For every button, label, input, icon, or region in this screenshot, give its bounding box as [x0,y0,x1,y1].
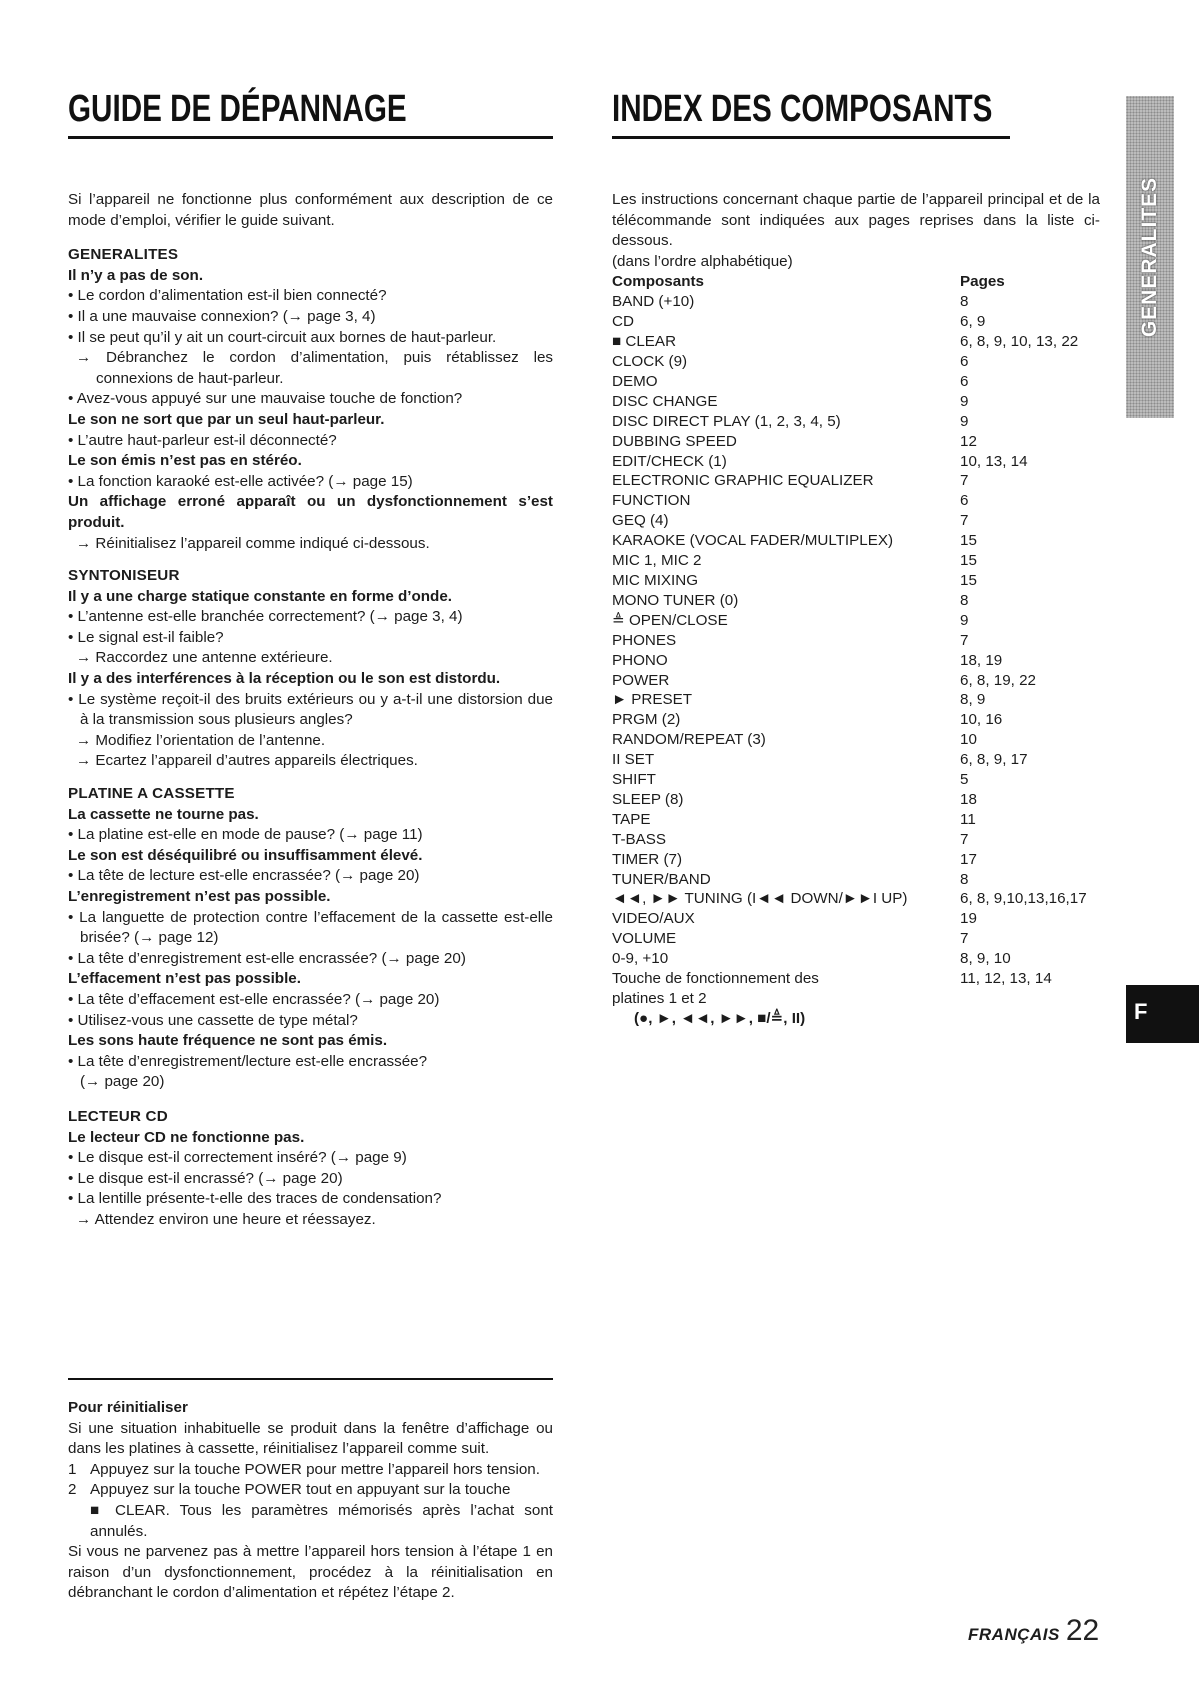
component-pages: 9 [960,611,969,629]
component-pages: 15 [960,532,977,550]
component-name: TAPE [612,810,651,828]
section-heading-cassette: PLATINE A CASSETTE [68,785,235,803]
component-pages: 15 [960,552,977,570]
component-name: CD [612,313,634,331]
table-row [612,372,1100,392]
table-row [612,591,1100,611]
section-heading-cd: LECTEUR CD [68,1107,168,1125]
reset-step [68,1480,553,1501]
component-pages: 8 [960,591,969,609]
check-item: • L’autre haut-parleur est-il déconnecté? [68,431,337,449]
component-pages: 7 [960,512,969,530]
component-name: DISC CHANGE [612,392,718,410]
table-row [612,651,1100,671]
table-row [612,870,1100,890]
table-row [612,571,1100,591]
component-name: DISC DIRECT PLAY (1, 2, 3, 4, 5) [612,412,841,430]
component-pages: 15 [960,571,977,589]
check-item: • Le disque est-il encrassé? (→ page 20) [68,1169,343,1187]
table-row [612,352,1100,372]
troubleshooting-title: GUIDE DE DÉPANNAGE [68,88,407,130]
table-row [612,511,1100,531]
section-heading-generalites: GENERALITES [68,246,179,264]
table-row [612,531,1100,551]
step-number: 2 [68,1481,77,1499]
component-pages: 6, 8, 9, 17 [960,751,1028,769]
check-item-continued: (→ page 20) [80,1073,165,1091]
symptom: Le son émis n’est pas en stéréo. [68,452,302,470]
component-name: II SET [612,751,655,769]
component-pages: 9 [960,392,969,410]
table-row [612,730,1100,750]
table-row [612,770,1100,790]
section-tab-label: GENERALITES [1138,176,1161,338]
language-tab-label: F [1134,999,1148,1024]
check-item: • La tête d’enregistrement/lecture est-elle encrassée? [68,1052,428,1070]
component-name: MONO TUNER (0) [612,591,739,609]
check-item: • Le disque est-il correctement inséré? (→ page 9) [68,1149,407,1167]
title-rule [68,136,553,139]
symptom: La cassette ne tourne pas. [68,805,259,823]
step-text: Appuyez sur la touche POWER tout en appuyant sur la touche [90,1481,511,1499]
table-header-row [612,272,1100,292]
table-row [612,491,1100,511]
component-pages: 5 [960,771,969,789]
component-name: KARAOKE (VOCAL FADER/MULTIPLEX) [612,532,894,550]
check-item: • Le système reçoit-il des bruits extérieurs ou y a-t-il une distorsion due à la transmission sous plusieurs angles? [68,690,553,729]
component-name: VOLUME [612,930,677,948]
component-name: DEMO [612,372,658,390]
component-name: RANDOM/REPEAT (3) [612,731,766,749]
table-row [612,889,1100,909]
component-pages: 10, 16 [960,711,1003,729]
component-name: DUBBING SPEED [612,432,737,450]
component-pages: 7 [960,830,969,848]
component-pages: 8, 9, 10 [960,950,1011,968]
component-name: BAND (+10) [612,293,695,311]
step-number: 1 [68,1460,77,1478]
component-pages: 18, 19 [960,651,1003,669]
component-name: MIC MIXING [612,571,699,589]
symptom: Un affichage erroné apparaît ou un dysfonctionnement s’est produit. [68,493,553,531]
component-pages: 7 [960,631,969,649]
component-pages: 18 [960,790,977,808]
remedy-item: → Attendez environ une heure et réessayez. [76,1210,376,1228]
component-pages: 6, 9 [960,313,986,331]
component-name: ■ CLEAR [612,333,677,351]
component-name: ELECTRONIC GRAPHIC EQUALIZER [612,472,874,490]
symptom: Le lecteur CD ne fonctionne pas. [68,1128,305,1146]
step-text: Appuyez sur la touche POWER pour mettre l’appareil hors tension. [90,1460,540,1478]
component-pages: 6 [960,353,969,370]
reset-divider [68,1378,553,1380]
component-name: POWER [612,671,670,689]
component-pages: 6 [960,492,969,510]
component-name: GEQ (4) [612,512,669,530]
table-row [612,949,1100,969]
component-pages: 17 [960,850,977,868]
component-pages: 7 [960,472,969,490]
section-tab-generalites [1126,96,1174,418]
table-row [612,810,1100,830]
table-row [612,790,1100,810]
table-row [612,909,1100,929]
table-row [612,830,1100,850]
deck-symbols: (●, ►, ◄◄, ►►, ■/≜, II) [634,1009,806,1027]
component-index-body [612,190,1100,1030]
component-name: ◄◄, ►► TUNING (I◄◄ DOWN/►►I UP) [612,890,908,908]
symptom: Il y a une charge statique constante en forme d’onde. [68,587,452,605]
check-item: • La fonction karaoké est-elle activée? (→ page 15) [68,472,413,490]
table-row [612,690,1100,710]
reset-step-continued: ■ CLEAR. Tous les paramètres mémorisés après l’achat sont annulés. [90,1501,553,1540]
table-row [612,452,1100,472]
table-row [612,989,1100,1009]
component-pages: 8 [960,293,969,311]
component-pages: 10, 13, 14 [960,452,1028,470]
table-row [612,631,1100,651]
component-name: VIDEO/AUX [612,910,695,928]
component-name: TIMER (7) [612,850,683,868]
table-row [612,412,1100,432]
symptom: Les sons haute fréquence ne sont pas émis. [68,1032,388,1050]
check-item: • La platine est-elle en mode de pause? (→ page 11) [68,826,423,844]
column-header-components: Composants [612,273,704,291]
component-name: CLOCK (9) [612,353,688,370]
check-item: • La languette de protection contre l’effacement de la cassette est-elle brisée? (→ page 12) [68,908,553,947]
component-name: PHONES [612,631,677,649]
component-name: MIC 1, MIC 2 [612,552,702,570]
component-name: PHONO [612,651,668,669]
table-row [612,332,1100,352]
component-name: 0-9, +10 [612,950,669,968]
symptom: L’enregistrement n’est pas possible. [68,888,331,905]
table-row [612,312,1100,332]
check-item: • La tête d’enregistrement est-elle encrassée? (→ page 20) [68,949,466,967]
component-name: platines 1 et 2 [612,990,707,1007]
component-name: SHIFT [612,771,656,789]
component-name: SLEEP (8) [612,790,684,808]
component-name: FUNCTION [612,492,691,510]
troubleshooting-body [68,190,553,1231]
component-pages: 7 [960,930,969,948]
remedy-item: → Réinitialisez l’appareil comme indiqué ci-dessous. [76,534,430,552]
remedy-item: → Ecartez l’appareil d’autres appareils électriques. [76,752,418,770]
component-pages [960,989,1100,1009]
component-pages: 8 [960,870,969,888]
check-item: • L’antenne est-elle branchée correctement? (→ page 3, 4) [68,608,463,626]
table-row [612,392,1100,412]
reset-section [68,1398,553,1604]
table-row [612,969,1100,989]
remedy-item: → Raccordez une antenne extérieure. [76,649,333,667]
symptom: L’effacement n’est pas possible. [68,970,301,988]
component-pages: 6, 8, 9, 10, 13, 22 [960,333,1079,351]
index-order-note: (dans l’ordre alphabétique) [612,252,793,270]
component-name: PRGM (2) [612,711,681,729]
check-item: • Il a une mauvaise connexion? (→ page 3, 4) [68,307,376,325]
component-pages: 11 [960,810,976,828]
component-index-title: INDEX DES COMPOSANTS [612,88,993,130]
column-header-pages: Pages [960,273,1005,291]
table-row [612,432,1100,452]
check-item: • La lentille présente-t-elle des traces de condensation? [68,1190,442,1208]
check-item: • La tête d’effacement est-elle encrassée? (→ page 20) [68,990,440,1008]
page-footer [968,1614,1099,1648]
check-item: • Le cordon d’alimentation est-il bien connecté? [68,287,387,305]
table-row [612,611,1100,631]
table-row [612,471,1100,491]
component-pages: 19 [960,910,977,928]
reset-step [68,1460,553,1481]
page-number: 22 [1065,1614,1100,1647]
component-pages: 6, 8, 9,10,13,16,17 [960,890,1087,908]
index-intro: Les instructions concernant chaque partie de l’appareil principal et de la télécommande sont indiquées aux pages reprises dans la liste ci-dessous. [612,191,1100,250]
component-pages: 8, 9 [960,691,986,709]
reset-heading: Pour réinitialiser [68,1399,188,1416]
table-row [612,850,1100,870]
remedy-item: → Débranchez le cordon d’alimentation, puis rétablissez les connexions de haut-parleur. [76,349,553,387]
table-row [612,292,1100,312]
component-name: T-BASS [612,830,667,848]
component-name: Touche de fonctionnement des [612,970,819,988]
symptom: Le son ne sort que par un seul haut-parleur. [68,410,385,428]
check-item: • Le signal est-il faible? [68,628,224,646]
component-name: TUNER/BAND [612,870,711,888]
check-item: • Avez-vous appuyé sur une mauvaise touche de fonction? [68,390,463,408]
component-name: ≜ OPEN/CLOSE [612,611,728,629]
reset-outro: Si vous ne parvenez pas à mettre l’appareil hors tension à l’étape 1 en raison d’un dysfonctionnement, procédez à la réinitialisation en débranchant le cordon d’alimentation et répétez l’étape 2. [68,1543,553,1602]
intro-text: Si l’appareil ne fonctionne plus conformément aux description de ce mode d’emploi, vérifier le guide suivant. [68,191,553,229]
symptom: Il n’y a pas de son. [68,266,204,284]
component-name: ► PRESET [612,691,693,709]
component-pages: 9 [960,412,969,430]
table-row [612,710,1100,730]
reset-intro: Si une situation inhabituelle se produit dans la fenêtre d’affichage ou dans les platines à cassette, réinitialisez l’appareil comme suit. [68,1419,553,1458]
component-pages: 6 [960,372,969,390]
symptom: Le son est déséquilibré ou insuffisamment élevé. [68,846,423,864]
component-index-table [612,272,1100,1009]
section-heading-syntoniseur: SYNTONISEUR [68,567,180,585]
symptom: Il y a des interférences à la réception ou le son est distordu. [68,670,501,688]
component-pages: 12 [960,432,977,450]
check-item: • Utilisez-vous une cassette de type métal? [68,1011,358,1029]
table-row [612,551,1100,571]
remedy-item: → Modifiez l’orientation de l’antenne. [76,731,326,749]
table-row [612,671,1100,691]
table-row [612,929,1100,949]
check-item: • La tête de lecture est-elle encrassée? (→ page 20) [68,867,420,885]
language-tab [1126,985,1199,1043]
component-pages: 6, 8, 19, 22 [960,671,1036,689]
component-pages: 10 [960,731,977,749]
component-pages: 11, 12, 13, 14 [960,970,1052,988]
table-row [612,750,1100,770]
check-item: • Il se peut qu’il y ait un court-circuit aux bornes de haut-parleur. [68,328,497,346]
footer-language: FRANÇAIS [968,1625,1060,1644]
component-name: EDIT/CHECK (1) [612,452,727,470]
title-rule [612,136,1010,139]
